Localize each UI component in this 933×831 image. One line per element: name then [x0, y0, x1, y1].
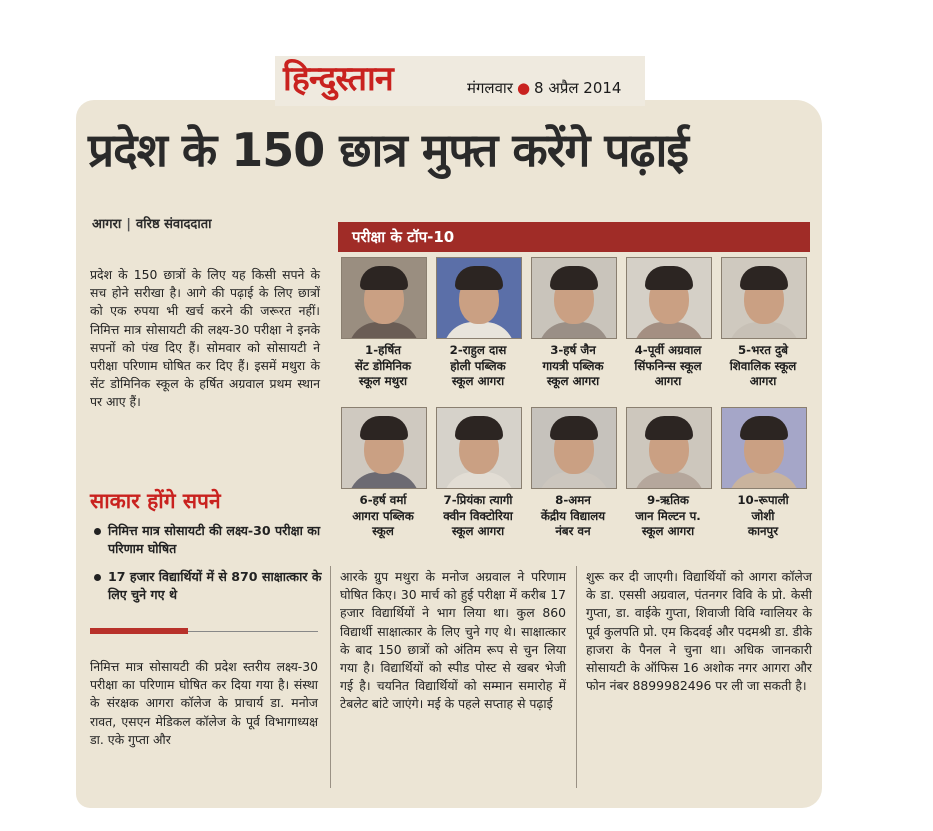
- student-card: [623, 257, 713, 390]
- section-rule-thin: [188, 631, 318, 632]
- photo-shoulders: [443, 472, 515, 489]
- body-column-2: आरके ग्रुप मथुरा के मनोज अग्रवाल ने परिणाम घोषित किए। 30 मार्च को हुई परीक्षा में करीब 17 हजार विद्यार्थियों ने भाग लिया था। कुल 860 विद्यार्थी साक्षात्कार के लिए चुने गए थे। साक्षात्कार के बाद 150 छात्रों को अंतिम रूप से चुन लिया गया है। विद्यार्थियों को स्पीड पोस्ट से खबर भेजी गई है। चयनित विद्यार्थियों को सम्मान समारोह में टेबलेट बांटे जाएंगे। मई के पहले सप्ताह से पढ़ाई: [340, 569, 566, 712]
- photo-shoulders: [538, 472, 610, 489]
- student-caption: [338, 343, 428, 390]
- caption-line: गायत्री पब्लिक: [542, 358, 604, 373]
- photo-shoulders: [633, 322, 705, 339]
- student-card: [623, 407, 713, 540]
- caption-line: स्कूल आगरा: [641, 524, 695, 538]
- student-card: [433, 257, 523, 390]
- photo-hair: [550, 266, 598, 290]
- section-rule: [90, 628, 188, 634]
- photo-hair: [360, 416, 408, 440]
- photo-shoulders: [348, 322, 420, 339]
- student-photo: [531, 257, 617, 339]
- student-card: [338, 257, 428, 390]
- caption-line: 10-रूपाली: [737, 493, 789, 507]
- student-photo: [721, 407, 807, 489]
- student-caption: [433, 493, 523, 540]
- caption-line: 8-अमन: [555, 493, 591, 507]
- caption-line: जोशी: [751, 508, 775, 523]
- student-caption: [433, 343, 523, 390]
- caption-line: शिवालिक स्कूल: [729, 358, 797, 373]
- photo-hair: [645, 416, 693, 440]
- caption-line: आगरा पब्लिक: [352, 508, 414, 523]
- caption-line: स्कूल आगरा: [546, 374, 600, 388]
- byline: [92, 214, 211, 232]
- photo-hair: [550, 416, 598, 440]
- photo-hair: [455, 266, 503, 290]
- caption-line: स्कूल आगरा: [451, 524, 505, 538]
- student-photo: [341, 257, 427, 339]
- photo-hair: [455, 416, 503, 440]
- byline-place: आगरा: [92, 217, 122, 232]
- caption-line: 9-ऋतिक: [646, 493, 689, 507]
- top10-grid: [338, 257, 814, 553]
- student-photo: [721, 257, 807, 339]
- caption-line: स्कूल आगरा: [451, 374, 505, 388]
- caption-line: केंद्रीय विद्यालय: [540, 508, 606, 523]
- photo-hair: [740, 416, 788, 440]
- caption-line: क्वीन विक्टोरिया: [443, 508, 513, 523]
- dateline: [467, 78, 621, 98]
- body-column-1: निमित्त मात्र सोसायटी की प्रदेश स्तरीय लक्ष्य-30 परीक्षा का परिणाम घोषित कर दिया गया है। संस्था के संरक्षक आगरा कॉलेज के प्राचार्य डा. मनोज रावत, एसएन मेडिकल कॉलेज के पूर्व विभागाध्यक्ष डा. एके गुप्ता और: [90, 659, 318, 747]
- caption-line: आगरा: [749, 374, 777, 388]
- photo-hair: [645, 266, 693, 290]
- caption-line: 5-भरत दुबे: [737, 343, 789, 357]
- caption-line: 4-पूर्वी अग्रवाल: [634, 343, 702, 357]
- photo-shoulders: [348, 472, 420, 489]
- student-caption: [528, 343, 618, 390]
- caption-line: 1-हर्षित: [365, 343, 401, 357]
- photo-shoulders: [728, 472, 800, 489]
- student-photo: [626, 257, 712, 339]
- highlights-list: [92, 522, 324, 614]
- caption-line: स्कूल मथुरा: [358, 374, 408, 388]
- caption-line: होली पब्लिक: [450, 358, 506, 373]
- caption-line: सिंफनिन्स स्कूल: [634, 358, 702, 373]
- student-card: [528, 407, 618, 540]
- student-photo: [626, 407, 712, 489]
- student-photo: [436, 407, 522, 489]
- highlights-title: साकार होंगे सपने: [90, 489, 221, 513]
- intro-paragraph: प्रदेश के 150 छात्रों के लिए यह किसी सपने के सच होने सरीखा है। आगे की पढ़ाई के लिए छात्रों को एक रुपया भी खर्च करने की जरूरत नहीं। निमित्त मात्र सोसायटी की लक्ष्य-30 परीक्षा ने इनके सपनों को पंख दिए हैं। सोमवार को सोसायटी ने परीक्षा परिणाम घोषित कर दिए हैं। इसमें मथुरा के सेंट डोमिनिक स्कूल के हर्षित अग्रवाल प्रथम स्थान पर आए हैं।: [90, 267, 320, 410]
- dateline-date: 8 अप्रैल 2014: [534, 79, 622, 97]
- top10-title: परीक्षा के टॉप-10: [352, 228, 455, 246]
- student-caption: [528, 493, 618, 540]
- highlight-item: 17 हजार विद्यार्थियों में से 870 साक्षात्कार के लिए चुने गए थे: [92, 568, 324, 604]
- caption-line: आगरा: [654, 374, 682, 388]
- student-photo: [341, 407, 427, 489]
- caption-line: नंबर वन: [555, 524, 591, 538]
- photo-shoulders: [538, 322, 610, 339]
- caption-line: 6-हर्ष वर्मा: [359, 493, 407, 507]
- student-caption: [718, 343, 808, 390]
- photo-shoulders: [633, 472, 705, 489]
- column-divider: [576, 566, 577, 788]
- student-caption: [623, 343, 713, 390]
- caption-line: 2-राहुल दास: [449, 343, 507, 357]
- photo-hair: [360, 266, 408, 290]
- student-caption: [623, 493, 713, 540]
- headline: प्रदेश के 150 छात्र मुफ्त करेंगे पढ़ाई: [88, 123, 688, 177]
- student-photo: [531, 407, 617, 489]
- student-caption: [338, 493, 428, 540]
- caption-line: 7-प्रियंका त्यागी: [443, 493, 513, 507]
- caption-line: कानपुर: [747, 524, 779, 538]
- caption-line: जान मिल्टन प.: [635, 508, 701, 523]
- student-card: [718, 257, 808, 390]
- student-card: [718, 407, 808, 540]
- student-card: [528, 257, 618, 390]
- student-photo: [436, 257, 522, 339]
- photo-hair: [740, 266, 788, 290]
- column-divider: [330, 566, 331, 788]
- caption-line: 3-हर्ष जैन: [550, 343, 596, 357]
- student-caption: [718, 493, 808, 540]
- photo-shoulders: [443, 322, 515, 339]
- masthead: [275, 56, 645, 106]
- caption-line: सेंट डोमिनिक: [354, 358, 412, 373]
- body-column-3: शुरू कर दी जाएगी। विद्यार्थियों को आगरा कॉलेज के डा. एससी अग्रवाल, पंतनगर विवि के प्रो. केसी गुप्ता, डा. वाईके गुप्ता, शिवाजी विवि ग्वालियर के पूर्व कुलपति प्रो. एम किदवई और पदमश्री डा. डीके हाजरा के पैनल ने चुना था। अधिक जानकारी सोसायटी के ऑफिस 16 अशोक नगर आगरा और फोन नंबर 8899982496 पर ली जा सकती है।: [586, 569, 812, 694]
- newspaper-logo: हिन्दुस्तान: [283, 59, 393, 99]
- student-card: [433, 407, 523, 540]
- byline-separator: |: [126, 217, 132, 232]
- photo-shoulders: [728, 322, 800, 339]
- student-card: [338, 407, 428, 540]
- bullet-dot-icon: ●: [516, 79, 531, 97]
- highlight-item: निमित्त मात्र सोसायटी की लक्ष्य-30 परीक्षा का परिणाम घोषित: [92, 522, 324, 558]
- caption-line: स्कूल: [372, 524, 394, 538]
- byline-author: वरिष्ठ संवाददाता: [136, 217, 212, 232]
- dateline-day: मंगलवार: [467, 79, 513, 97]
- top10-banner: [338, 222, 810, 252]
